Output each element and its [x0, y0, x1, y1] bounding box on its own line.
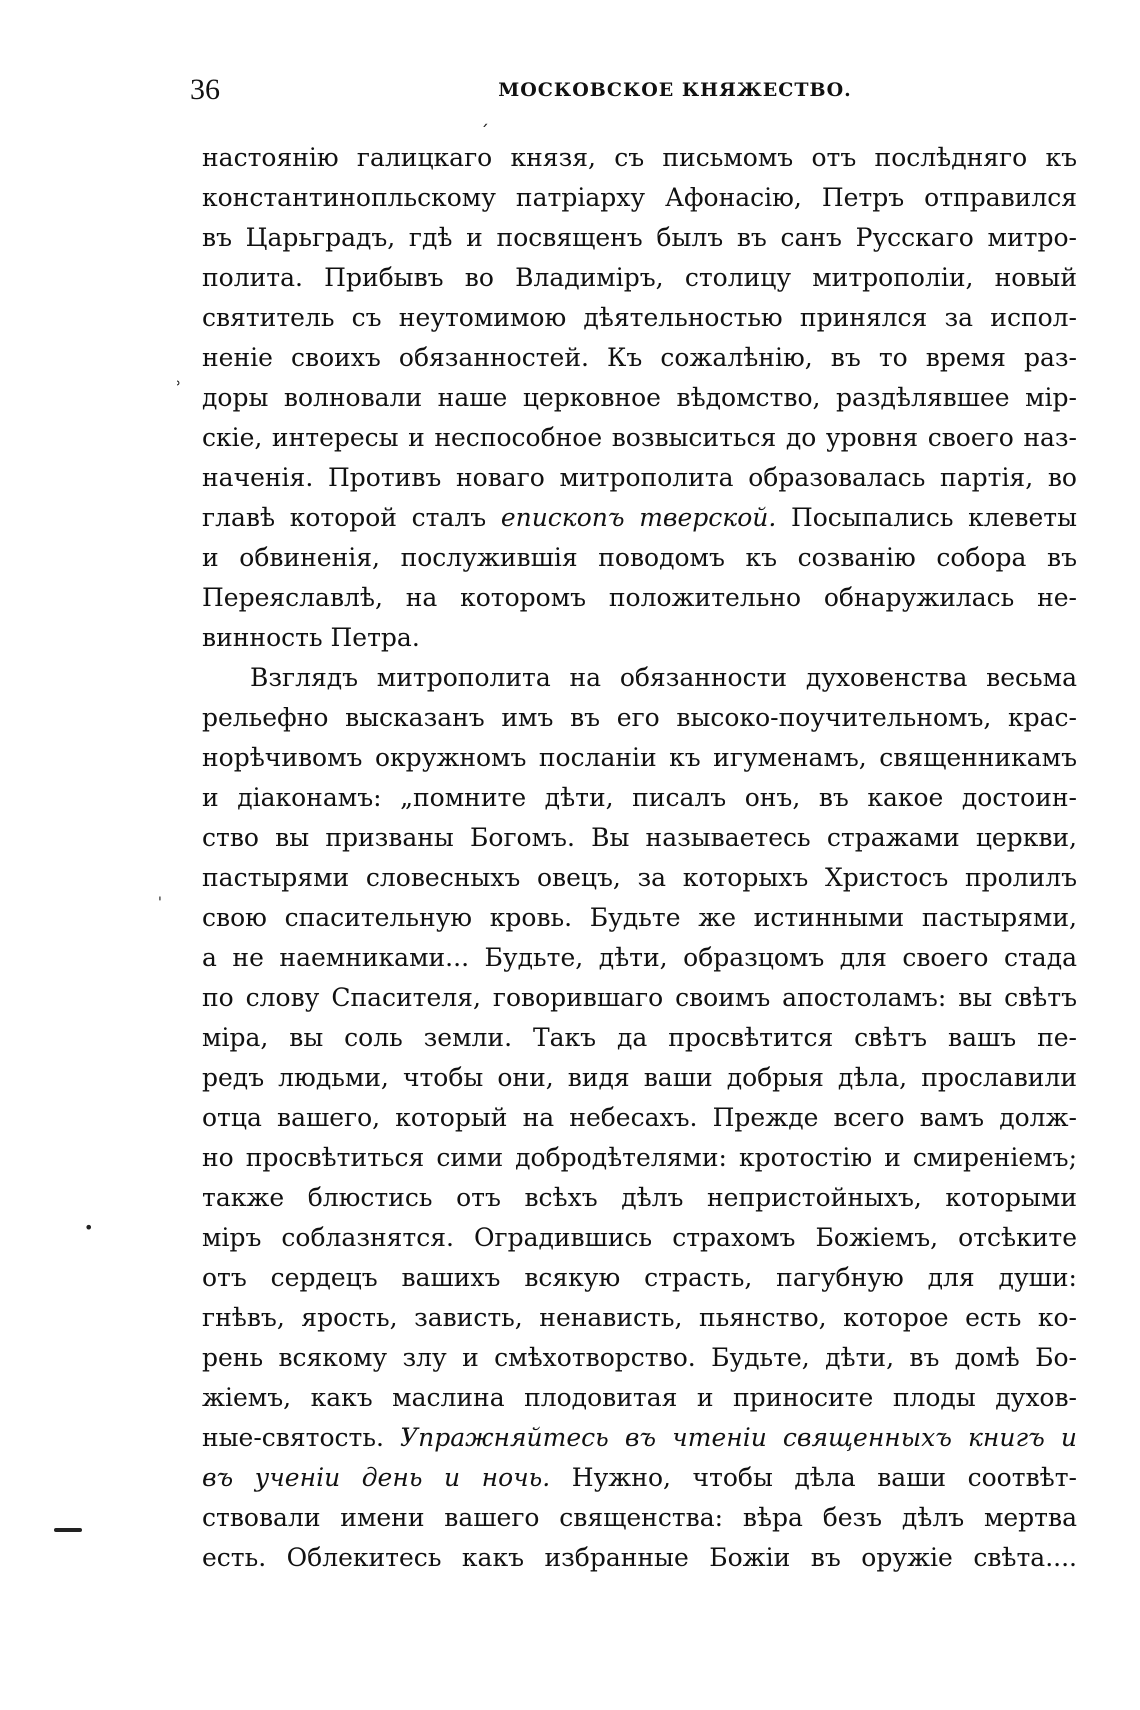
text-line: константинопльскому патріарху Афонасію, Петръ отправился	[202, 183, 1077, 212]
accent-mark: ˊ	[480, 122, 489, 143]
text-line: настоянію галицкаго князя, съ письмомъ отъ послѣдняго къ	[202, 143, 1077, 172]
text-line-mixed	[202, 1458, 1077, 1498]
text-run: ные-святость.	[202, 1423, 401, 1452]
text-run: Посыпались клеветы	[776, 503, 1077, 532]
text-line: а не наемниками... Будьте, дѣти, образцомъ для своего стада	[202, 943, 1077, 972]
page-number: 36	[190, 73, 220, 106]
margin-dot: '	[158, 895, 162, 911]
text-line: скіе, интересы и неспособное возвыситься до уровня своего наз-	[202, 423, 1077, 452]
margin-dash	[54, 1528, 82, 1532]
text-line: Переяславлѣ, на которомъ положительно обнаружилась не-	[202, 583, 1077, 612]
text-line: отъ сердецъ вашихъ всякую страсть, пагубную для души:	[202, 1263, 1077, 1292]
text-line: отца вашего, который на небесахъ. Прежде всего вамъ долж-	[202, 1103, 1077, 1132]
text-line: наченія. Противъ новаго митрополита образовалась партія, во	[202, 463, 1077, 492]
text-line: рельефно высказанъ имъ въ его высоко-поучительномъ, крас-	[202, 703, 1077, 732]
text-line: ство вы призваны Богомъ. Вы называетесь стражами церкви,	[202, 823, 1077, 852]
italic-run: въ ученіи день и ночь.	[202, 1463, 551, 1492]
text-line: винность Петра.	[202, 623, 420, 652]
text-line: міръ соблазнятся. Оградившись страхомъ Божіемъ, отсѣките	[202, 1223, 1077, 1252]
italic-run: Упражняйтесь въ чтеніи священныхъ книгъ и	[400, 1423, 1077, 1452]
margin-dot: •	[84, 1218, 94, 1237]
text-line: въ Царьградъ, гдѣ и посвященъ былъ въ санъ Русскаго митро-	[202, 223, 1077, 252]
margin-mark: ˒	[176, 374, 182, 395]
text-line: редъ людьми, чтобы они, видя ваши добрыя дѣла, прославили	[202, 1063, 1077, 1092]
text-line: есть. Облекитесь какъ избранные Божіи въ оружіе свѣта....	[202, 1543, 1077, 1572]
text-line: міра, вы соль земли. Такъ да просвѣтится свѣтъ вашъ пе-	[202, 1023, 1077, 1052]
text-line: гнѣвъ, ярость, зависть, ненависть, пьянство, которое есть ко-	[202, 1303, 1077, 1332]
text-line: ствовали имени вашего священства: вѣра безъ дѣлъ мертва	[202, 1503, 1077, 1532]
text-line: Взглядъ митрополита на обязанности духовенства весьма	[250, 663, 1077, 692]
text-line-mixed	[202, 1418, 1077, 1458]
italic-run: епископъ тверской.	[500, 503, 777, 532]
text-line: святитель съ неутомимою дѣятельностью принялся за испол-	[202, 303, 1077, 332]
text-line: по слову Спасителя, говорившаго своимъ апостоламъ: вы свѣтъ	[202, 983, 1077, 1012]
text-run: главѣ которой сталъ	[202, 503, 501, 532]
running-title: МОСКОВСКОЕ КНЯЖЕСТВО.	[498, 79, 852, 101]
text-run: Нужно, чтобы дѣла ваши соотвѣт-	[550, 1463, 1077, 1492]
text-line: но просвѣтиться сими добродѣтелями: кротостію и смиреніемъ;	[202, 1143, 1077, 1172]
text-line: и обвиненія, послужившія поводомъ къ созванію собора въ	[202, 543, 1077, 572]
text-line: полита. Прибывъ во Владиміръ, столицу митрополіи, новый	[202, 263, 1077, 292]
text-line: рень всякому злу и смѣхотворство. Будьте, дѣти, въ домѣ Бо-	[202, 1343, 1077, 1372]
text-line: пастырями словесныхъ овецъ, за которыхъ Христосъ пролилъ	[202, 863, 1077, 892]
text-line: свою спасительную кровь. Будьте же истинными пастырями,	[202, 903, 1077, 932]
body-text	[202, 138, 1077, 1578]
text-line: и діаконамъ: „помните дѣти, писалъ онъ, въ какое достоин-	[202, 783, 1077, 812]
text-line: норѣчивомъ окружномъ посланіи къ игуменамъ, священникамъ	[202, 743, 1077, 772]
text-line: жіемъ, какъ маслина плодовитая и приносите плоды духов-	[202, 1383, 1077, 1412]
text-line: неніе своихъ обязанностей. Къ сожалѣнію, въ то время раз-	[202, 343, 1077, 372]
text-line-mixed	[202, 498, 1077, 538]
text-line: доры волновали наше церковное вѣдомство, раздѣлявшее мір-	[202, 383, 1077, 412]
page-header	[190, 70, 1080, 110]
text-line: также блюстись отъ всѣхъ дѣлъ непристойныхъ, которыми	[202, 1183, 1077, 1212]
